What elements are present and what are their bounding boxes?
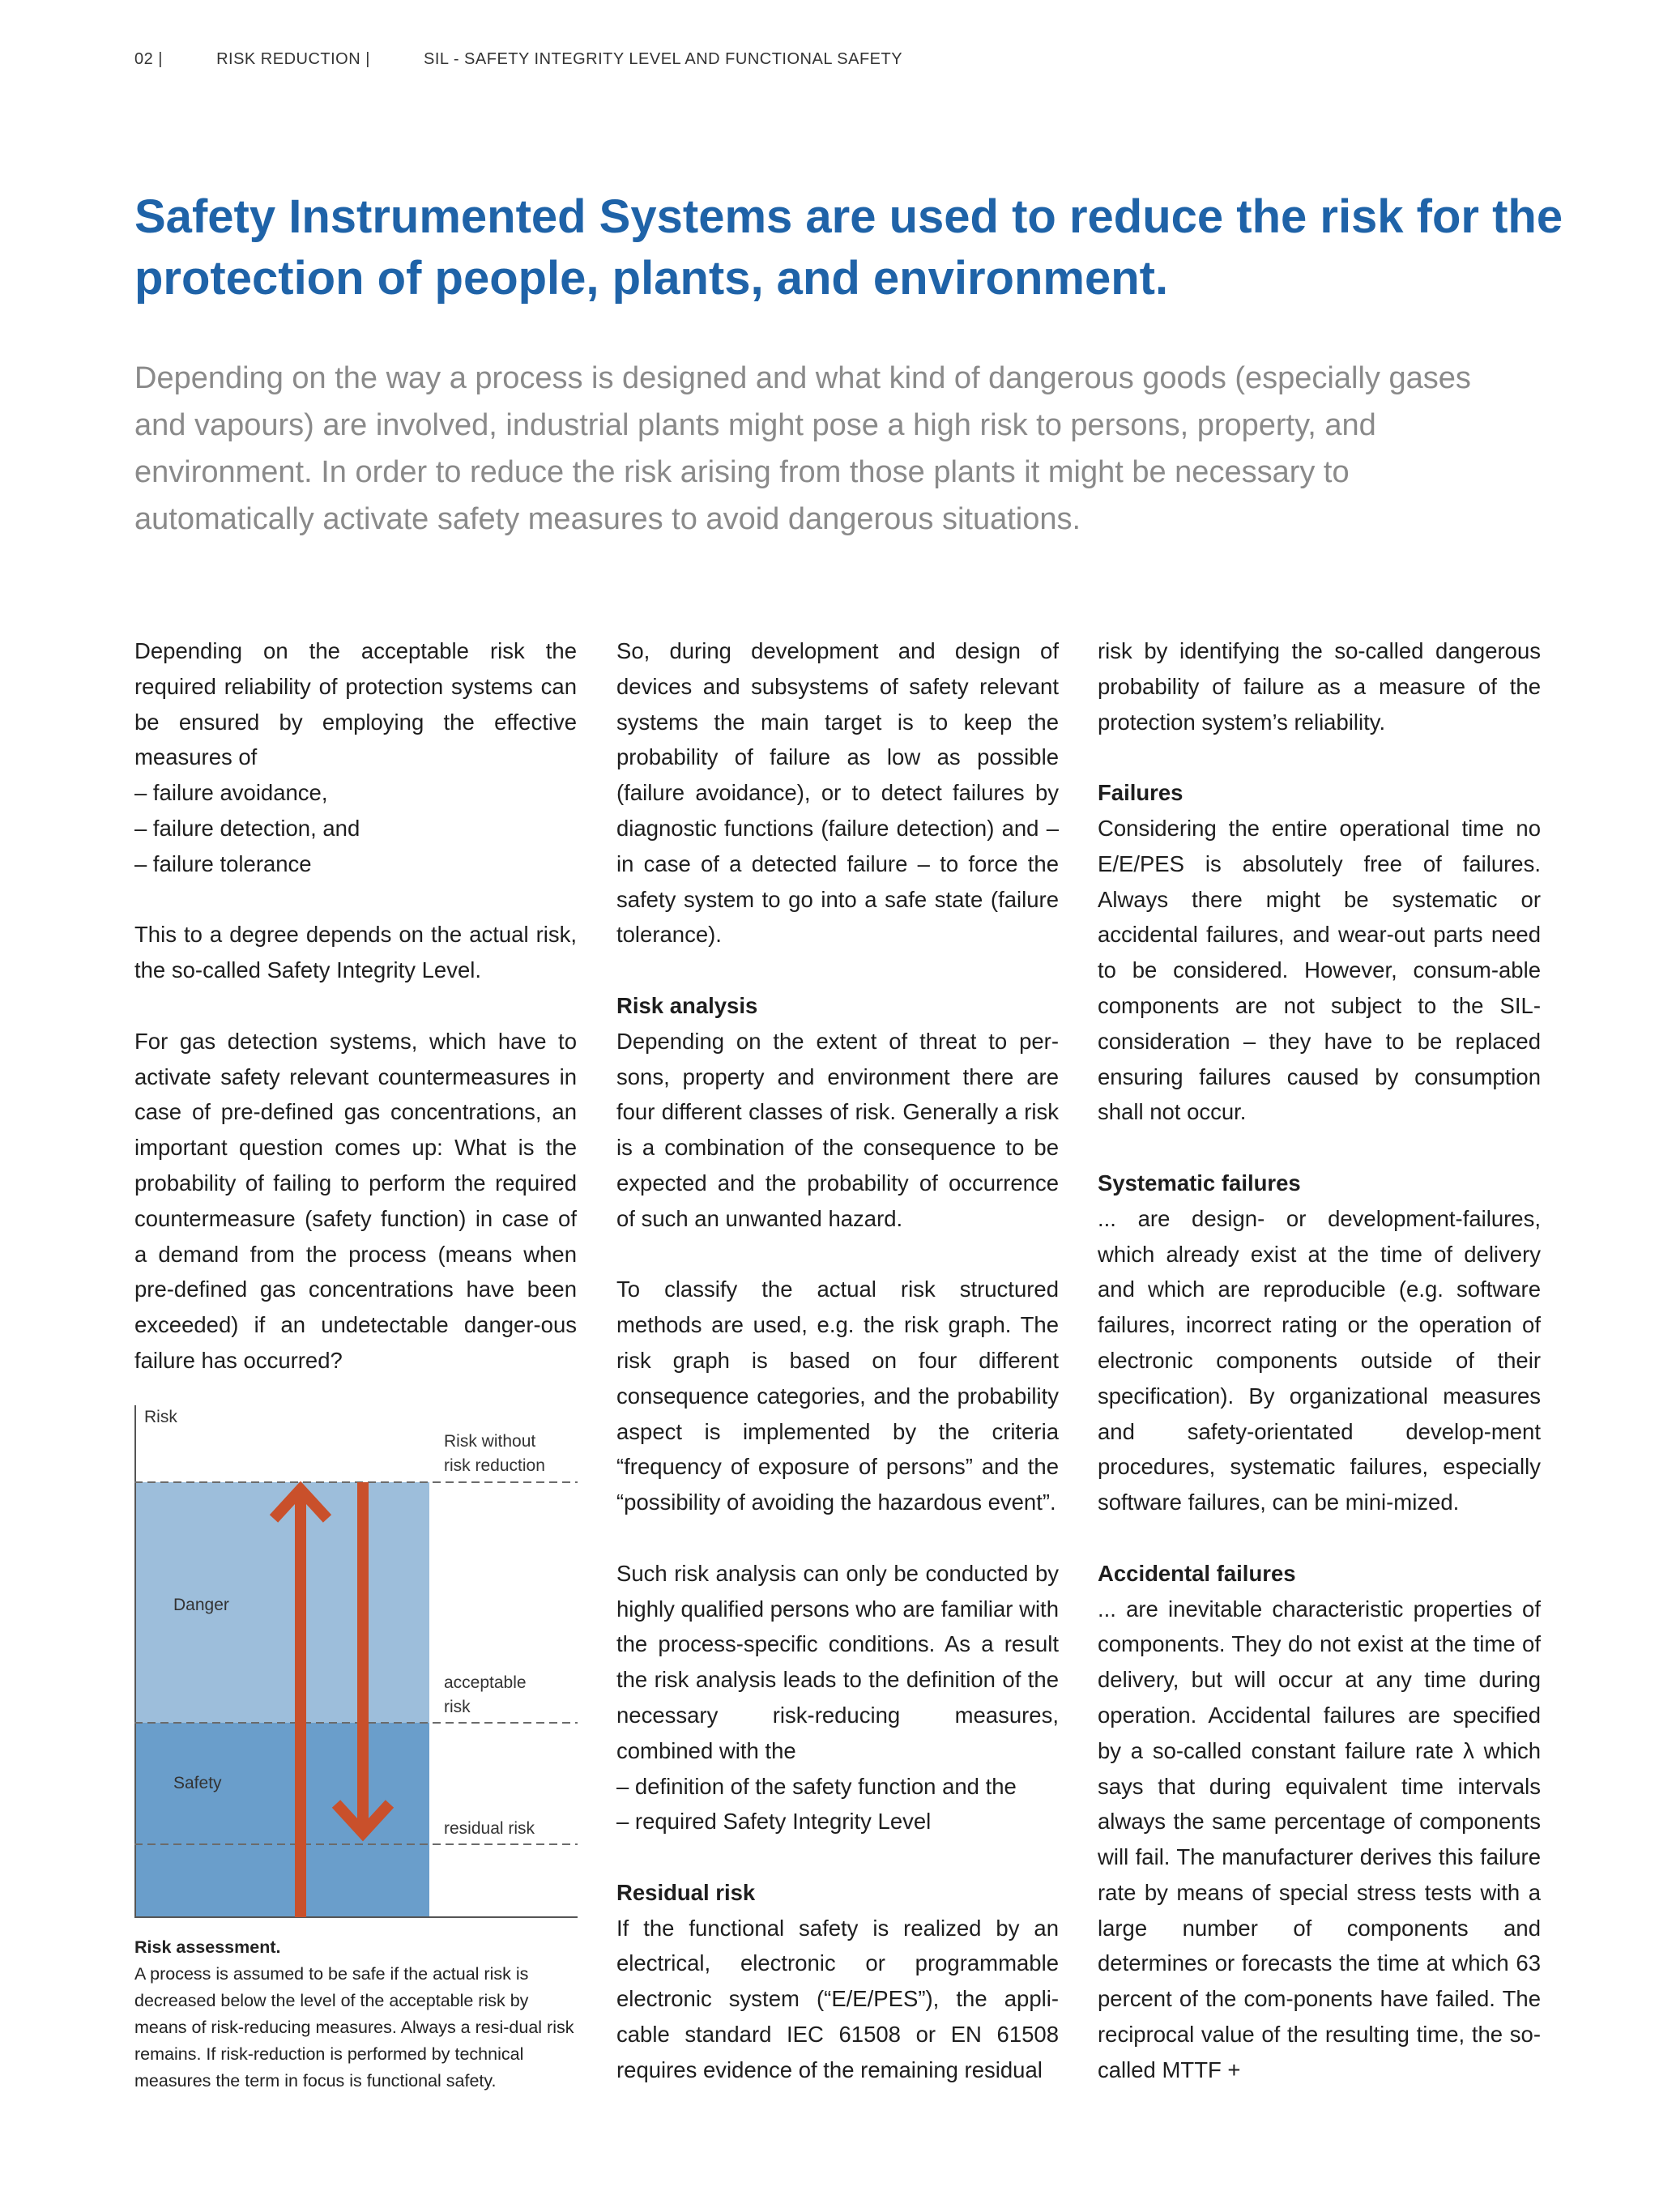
caption-text: A process is assumed to be safe if the actual risk is decreased below the level of the acceptable risk by means of risk-reducing measures. Always a resi-dual risk remains. If risk-reduction is performed by technical measures the term in focus is functional safety.: [134, 1964, 574, 2091]
col2-paragraph-5: If the functional safety is realized by an electrical, electronic or programmable electronic system (“E/E/PES”), the appli-cable standard IEC 61508 or EN 61508 requires evidence of the remaining residual: [616, 1915, 1059, 2082]
danger-label: Danger: [173, 1596, 229, 1614]
lead-paragraph: Depending on the way a process is designed and what kind of dangerous goods (especially gases and vapours) are involved, industrial plants might pose a high risk to persons, property, and environment. In order to reduce the risk arising from those plants it might be necessary to automatically activate safety measures to avoid dangerous situations.: [134, 361, 1471, 536]
risk-diagram-graphic: [134, 1405, 578, 1919]
col2-paragraph-2: Depending on the extent of threat to per-sons, property and environment there are four different classes of risk. Generally a risk is a combination of the consequence to be expected and the probability of occurrence of such an unwanted hazard.: [616, 1028, 1059, 1231]
y-axis-label: Risk: [144, 1408, 177, 1426]
col2-paragraph-1: So, during development and design of devices and subsystems of safety relevant systems the main target is to keep the probability of failure as low as possible (failure avoidance), or to detect failures by diagnostic functions (failure detection) and – in case of a detected failure – to force the safety system to go into a safe state (failure tolerance).: [616, 638, 1059, 948]
col3-paragraph-4: ... are inevitable characteristic properties of components. They do not exist at the time of delivery, but will occur at any time during operation. Accidental failures are specified by a so-called constant failure rate λ which says that during equivalent time intervals always the same percentage of components will fail. The manufacturer derives this failure rate by means of special stress tests with a large number of components and determines or forecasts the time at which 63 percent of the com-ponents have failed. The reciprocal value of the resulting time, the so-called MTTF +: [1098, 1596, 1541, 2082]
heading-failures: Failures: [1098, 780, 1183, 806]
heading-risk-analysis: Risk analysis: [616, 992, 758, 1018]
figure-caption: [134, 1934, 577, 2095]
col3-paragraph-1: risk by identifying the so-called dangerous probability of failure as a measure of the protection system’s reliability.: [1098, 638, 1541, 735]
header-section: RISK REDUCTION |: [216, 50, 370, 68]
safety-zone: [134, 1723, 429, 1917]
page-number: 02 |: [134, 50, 163, 68]
col1-paragraph-3: For gas detection systems, which have to activate safety relevant countermeasures in case of pre-defined gas concentrations, an important question comes up: What is the probability of failing to perform the required countermeasure (safety function) in case of a demand from the process (means when pre-defined gas concentrations have been exceeded) if an undetectable danger-ous failure has occurred?: [134, 1028, 577, 1373]
page-header: [134, 50, 951, 69]
heading-accidental-failures: Accidental failures: [1098, 1560, 1296, 1586]
risk-without-label: Risk without risk reduction: [444, 1432, 545, 1475]
col2-paragraph-4: Such risk analysis can only be conducted by highly qualified persons who are familiar with the process-specific conditions. As a result the risk analysis leads to the definition of the necessary risk-reducing measures, combined with the – definition of the safety function and the – required Safety Integrity Level: [616, 1560, 1059, 1835]
safety-label: Safety: [173, 1774, 222, 1792]
risk-reduction-diagram: [134, 1405, 578, 1919]
column-3: [1098, 633, 1541, 2088]
col2-paragraph-3: To classify the actual risk structured methods are used, e.g. the risk graph. The risk graph is based on four different consequence categories, and the probability aspect is implemented by the criteria “frequency of exposure of persons” and the “possibility of avoiding the hazardous event”.: [616, 1276, 1059, 1515]
page-title: Safety Instrumented Systems are used to reduce the risk for the protection of people, plants, and environment.: [134, 190, 1563, 305]
header-topic: SIL - SAFETY INTEGRITY LEVEL AND FUNCTIONAL SAFETY: [424, 50, 903, 68]
column-1: [134, 633, 577, 1379]
caption-title: Risk assessment.: [134, 1937, 281, 1957]
column-2: [616, 633, 1059, 2088]
col1-paragraph-2: This to a degree depends on the actual risk, the so-called Safety Integrity Level.: [134, 922, 577, 983]
residual-risk-label: residual risk: [444, 1819, 535, 1838]
col3-paragraph-2: Considering the entire operational time no E/E/PES is absolutely free of failures. Always there might be systematic or accidental failures, and wear-out parts need to be considered. However, consum-able components are not subject to the SIL-consideration – they have to be replaced ensuring failures caused by consumption shall not occur.: [1098, 815, 1541, 1125]
acceptable-risk-label: acceptable risk: [444, 1673, 527, 1716]
heading-systematic-failures: Systematic failures: [1098, 1170, 1301, 1196]
col3-paragraph-3: ... are design- or development-failures, which already exist at the time of delivery and which are reproducible (e.g. software failures, incorrect rating or the operation of electronic components outside of their specification). By organizational measures and safety-orientated develop-ment procedures, systematic failures, especially software failures, can be mini-mized.: [1098, 1205, 1541, 1515]
col1-paragraph-1: Depending on the acceptable risk the required reliability of protection systems can be ensured by employing the effective measures of – failure avoidance, – failure detection, and – failure tolerance: [134, 638, 577, 876]
heading-residual-risk: Residual risk: [616, 1879, 756, 1905]
